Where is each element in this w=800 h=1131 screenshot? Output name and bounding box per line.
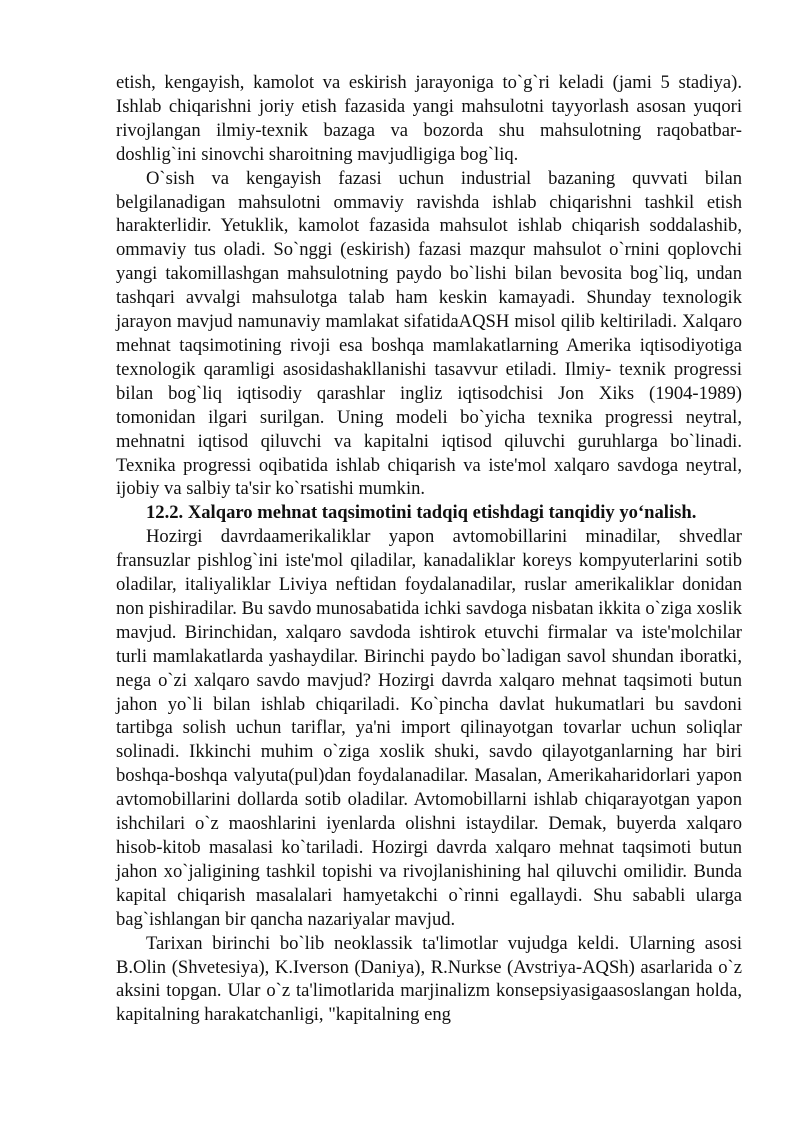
paragraph-international-trade: Hozirgi davrdaamerikaliklar yapon avtomobillarini minadilar, shvedlar fransuzlar pishlog`ini iste'mol qiladilar, kanadaliklar koreys kompyuterlarini sotib oladilar, italiyaliklar Liviya neftidan foydalanadilar, ruslar amerikaliklar donidan non pishiradilar. Bu savdo munosabatida ichki savdoga nisbatan ikkita o`ziga xoslik mavjud. Birinchidan, xalqaro savdoda ishtirok etuvchi firmalar va iste'molchilar turli mamlakatlarda yashaydilar. Birinchi paydo bo`ladigan savol shundan iboratki, nega o`zi xalqaro savdo mavjud? Hozirgi davrda xalqaro mehnat taqsimoti butun jahon yo`li bilan ishlab chiqariladi. Ko`pincha davlat hukumatlari bu savdoni tartibga solish uchun tariflar, ya'ni import qilinayotgan tovarlar uchun soliqlar solinadi. Ikkinchi muhim o`ziga xoslik shuki, savdo qilayotganlarning har biri boshqa-boshqa valyuta(pul)dan foydalanadilar. Masalan, Amerikaharidorlari yapon avtomobillarini dollarda sotib oladilar. Avtomobillarni ishlab chiqarayotgan yapon ishchilari o`z maoshlarini iyenlarda olishni istaydilar. Demak, buyerda xalqaro hisob-kitob masalasi ko`tariladi. Hozirgi davrda xalqaro mehnat taqsimoti butun jahon xo`jaligining tashkil topishi va rivojlanishining hal qiluvchi omilidir. Bunda kapital chiqarish masalalari hamyetakchi o`rinni egallaydi. Shu sababli ularga bag`ishlangan bir qancha nazariyalar mavjud. [116, 526, 742, 930]
section-heading: 12.2. Xalqaro mehnat taqsimotini tadqiq etishdagi tanqidiy yo‘nalish. [146, 502, 697, 524]
paragraph-continuation: etish, kengayish, kamolot va eskirish jarayoniga to`g`ri keladi (jami 5 stadiya). Ishlab chiqarishni joriy etish fazasida yangi mahsulotni tayyorlash asosan yuqori rivojlangan ilmiy-texnik bazaga va bozorda shu mahsulotning raqobatbar-doshlig`ini sinovchi sharoitning mavjudligiga bog`liq. [116, 72, 742, 165]
document-page [116, 71, 742, 1027]
paragraph-growth-phase: O`sish va kengayish fazasi uchun industrial bazaning quvvati bilan belgilanadigan mahsulotni ommaviy ravishda ishlab chiqarishni tashkil etish harakterlidir. Yetuklik, kamolot fazasida mahsulot ishlab chiqarish soddalashib, ommaviy tus oladi. So`nggi (eskirish) fazasi mazqur mahsulot o`rnini qoplovchi yangi takomillashgan mahsulotning paydo bo`lishi bilan bevosita bog`liq, undan tashqari avvalgi mahsulotga talab ham keskin kamayadi. Shunday texnologik jarayon mavjud namunaviy mamlakat sifatidaAQSH misol qilib keltiriladi. Xalqaro mehnat taqsimotining rivoji esa boshqa mamlakatlarning Amerika iqtisodiyotiga texnologik qaramligi asosidashakllanishi tasavvur etiladi. Ilmiy- texnik progressi bilan bog`liq iqtisodiy qarashlar ingliz iqtisodchisi Jon Xiks (1904-1989) tomonidan ilgari surilgan. Uning modeli bo`yicha texnika progressi neytral, mehnatni iqtisod qiluvchi va kapitalni iqtisod qiluvchi guruhlarga bo`linadi. Texnika progressi oqibatida ishlab chiqarish va iste'mol xalqaro savdoga neytral, ijobiy va salbiy ta'sir ko`rsatishi mumkin. [116, 167, 742, 500]
paragraph-neoclassical-theories: Tarixan birinchi bo`lib neoklassik ta'limotlar vujudga keldi. Ularning asosi B.Olin (Shvetesiya), K.Iverson (Daniya), R.Nurkse (Avstriya-AQSh) asarlarida o`z aksini topgan. Ular o`z ta'limotlarida marjinalizm konsepsiyasigaasoslangan holda, kapitalning harakatchanligi, "kapitalning eng [116, 932, 742, 1026]
